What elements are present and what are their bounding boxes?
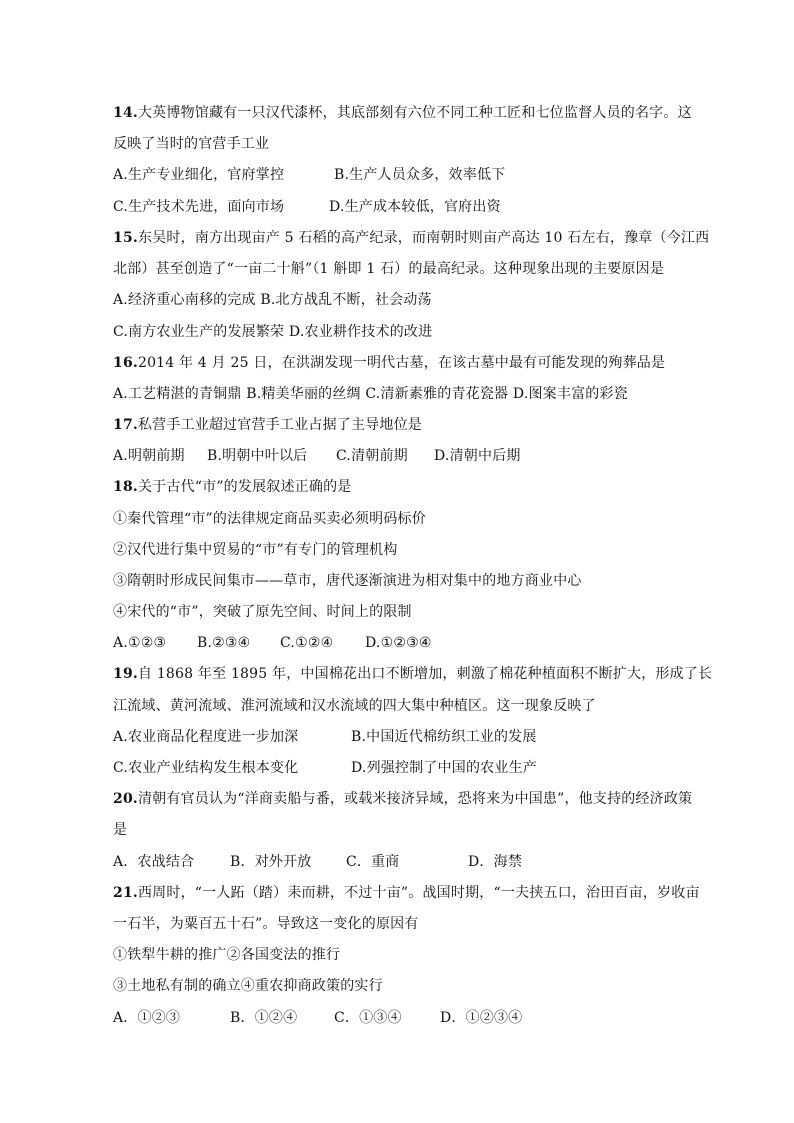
q14-option-b: B.生产人员众多，效率低下	[334, 167, 506, 183]
q15-stem-line-1: 15.东吴时，南方出现亩产 5 石稻的高产纪录，而南朝时则亩产高达 10 石左右，豫章（今江西	[113, 230, 710, 246]
q21-option-c: C．①③④	[334, 1010, 402, 1026]
q21-option-b: B．①②④	[230, 1010, 298, 1026]
q18-option-c: C.①②④	[280, 635, 334, 651]
q14-number: 14.	[113, 105, 138, 121]
q18-item-4: ④宋代的“市”，突破了原先空间、时间上的限制	[113, 604, 412, 620]
q16-options: A.工艺精湛的青铜鼎 B.精美华丽的丝绸 C.清新素雅的青花瓷器 D.图案丰富的彩瓷	[113, 386, 628, 402]
q17-option-b: B.明朝中叶以后	[207, 448, 308, 464]
q21-option-a: A．①②③	[113, 1010, 181, 1026]
q14-stem-line-2: 反映了当时的官营手工业	[113, 136, 270, 152]
q17-option-d: D.清朝中后期	[434, 448, 521, 464]
q19-option-c: C.农业产业结构发生根本变化	[113, 760, 299, 776]
q18-stem: 18.关于古代“市”的发展叙述正确的是	[113, 479, 352, 495]
q21-item-2: ③土地私有制的确立④重农抑商政策的实行	[113, 978, 383, 994]
q15-number: 15.	[113, 230, 138, 246]
q18-item-2: ②汉代进行集中贸易的“市”有专门的管理机构	[113, 542, 398, 558]
q16-stem: 16.2014 年 4 月 25 日，在洪湖发现一明代古墓，在该古墓中最有可能发现的殉葬品是	[113, 355, 666, 371]
q14-option-a: A.生产专业细化，官府掌控	[113, 167, 285, 183]
q14-option-d: D.生产成本较低，官府出资	[329, 199, 501, 215]
q19-stem-line-1: 19.自 1868 年至 1895 年，中国棉花出口不断增加，刺激了棉花种植面积不断扩大，形成了长	[113, 666, 713, 682]
q21-stem-line-2: 一石半，为粟百五十石”。导致这一变化的原因有	[113, 916, 419, 932]
q21-option-d: D．①②③④	[440, 1010, 523, 1026]
q20-option-d: D．海禁	[468, 854, 523, 870]
q20-option-b: B．对外开放	[230, 854, 312, 870]
q20-number: 20.	[113, 791, 138, 807]
q18-option-d: D.①②③④	[365, 635, 432, 651]
q20-stem-line-2: 是	[113, 822, 128, 838]
q15-option-cd: C.南方农业生产的发展繁荣 D.农业耕作技术的改进	[113, 324, 433, 340]
q21-number: 21.	[113, 885, 138, 901]
q19-option-a: A.农业商品化程度进一步加深	[113, 729, 299, 745]
q15-option-ab: A.经济重心南移的完成 B.北方战乱不断，社会动荡	[113, 292, 432, 308]
q18-option-a: A.①②③	[113, 635, 167, 651]
q19-stem-line-2: 江流域、黄河流域、淮河流域和汉水流域的四大集中种植区。这一现象反映了	[113, 698, 596, 714]
q20-option-c: C．重商	[346, 854, 400, 870]
q14-stem-line-1: 14.大英博物馆藏有一只汉代漆杯，其底部刻有六位不同工种工匠和七位监督人员的名字。这	[113, 105, 692, 121]
q16-number: 16.	[113, 355, 138, 371]
q14-option-c: C.生产技术先进，面向市场	[113, 199, 285, 215]
q21-item-1: ①铁犁牛耕的推广②各国变法的推行	[113, 947, 341, 963]
q15-stem-line-2: 北部）甚至创造了“一亩二十斛”（1 斛即 1 石）的最高纪录。这种现象出现的主要原因是	[113, 261, 665, 277]
q20-option-a: A．农战结合	[113, 854, 195, 870]
q17-option-a: A.明朝前期	[113, 448, 185, 464]
q19-option-d: D.列强控制了中国的农业生产	[351, 760, 537, 776]
q18-item-3: ③隋朝时形成民间集市——草市，唐代逐渐演进为相对集中的地方商业中心	[113, 573, 582, 589]
q18-item-1: ①秦代管理“市”的法律规定商品买卖必须明码标价	[113, 511, 426, 527]
q18-number: 18.	[113, 479, 138, 495]
q17-stem: 17.私营手工业超过官营手工业占据了主导地位是	[113, 417, 422, 433]
q18-option-b: B.②③④	[197, 635, 251, 651]
q19-option-b: B.中国近代棉纺织工业的发展	[351, 729, 537, 745]
q19-number: 19.	[113, 666, 138, 682]
q17-number: 17.	[113, 417, 138, 433]
q20-stem-line-1: 20.清朝有官员认为“洋商卖船与番，或载米接济异域，恐将来为中国患”，他支持的经济政策	[113, 791, 693, 807]
q21-stem-line-1: 21.西周时，“一人跖（踏）耒而耕，不过十亩”。战国时期，“一夫挟五口，治田百亩，岁收亩	[113, 885, 700, 901]
q17-option-c: C.清朝前期	[336, 448, 408, 464]
